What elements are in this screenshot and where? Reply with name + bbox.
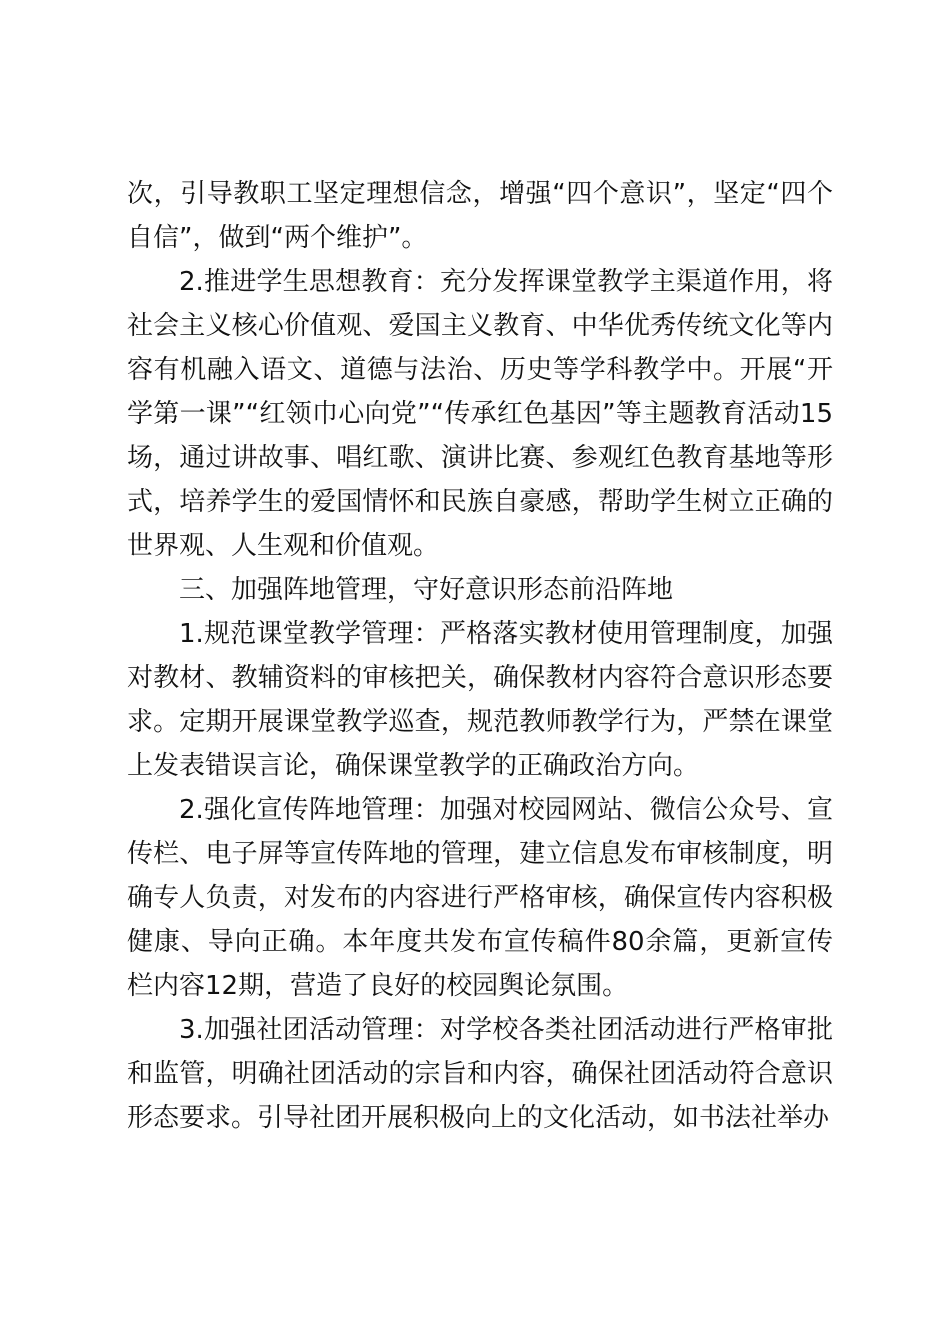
paragraph-continuation: 次，引导教职工坚定理想信念，增强“四个意识”，坚定“四个自信”，做到“两个维护”。 xyxy=(127,179,833,253)
section-heading-3: 三、加强阵地管理，守好意识形态前沿阵地 xyxy=(179,575,674,605)
document-body xyxy=(127,172,833,1140)
paragraph-student-education: 2.推进学生思想教育：充分发挥课堂教学主渠道作用，将社会主义核心价值观、爱国主义教育、中华优秀传统文化等内容有机融入语文、道德与法治、历史等学科教学中。开展“开学第一课”“红领巾心向党”“传承红色基因”等主题教育活动15场，通过讲故事、唱红歌、演讲比赛、参观红色教育基地等形式，培养学生的爱国情怀和民族自豪感，帮助学生树立正确的世界观、人生观和价值观。 xyxy=(127,267,833,561)
paragraph-publicity-management: 2.强化宣传阵地管理：加强对校园网站、微信公众号、宣传栏、电子屏等宣传阵地的管理，建立信息发布审核制度，明确专人负责，对发布的内容进行严格审核，确保宣传内容积极健康、导向正确。本年度共发布宣传稿件80余篇，更新宣传栏内容12期，营造了良好的校园舆论氛围。 xyxy=(127,795,833,1001)
paragraph-club-management: 3.加强社团活动管理：对学校各类社团活动进行严格审批和监管，明确社团活动的宗旨和内容，确保社团活动符合意识形态要求。引导社团开展积极向上的文化活动，如书法社举办 xyxy=(127,1015,833,1133)
paragraph-classroom-management: 1.规范课堂教学管理：严格落实教材使用管理制度，加强对教材、教辅资料的审核把关，确保教材内容符合意识形态要求。定期开展课堂教学巡查，规范教师教学行为，严禁在课堂上发表错误言论，确保课堂教学的正确政治方向。 xyxy=(127,619,833,781)
